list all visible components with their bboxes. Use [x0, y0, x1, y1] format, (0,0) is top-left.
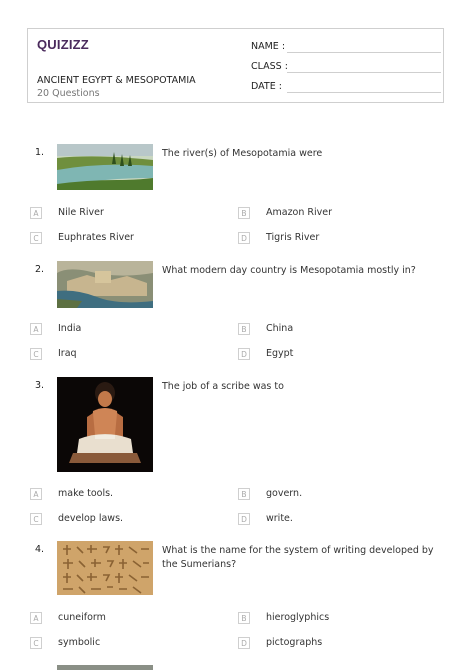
class-line — [287, 72, 441, 73]
option-letter-box: B — [238, 207, 250, 219]
question-number: 3. — [35, 380, 45, 391]
option-text: hieroglyphics — [266, 612, 330, 623]
option-text: develop laws. — [58, 513, 124, 524]
option-text: Nile River — [58, 207, 104, 218]
option-text: symbolic — [58, 637, 101, 648]
option-letter-box: A — [30, 612, 42, 624]
option-letter-box: A — [30, 323, 42, 335]
seated-scribe-statue — [57, 377, 153, 472]
option-text: Egypt — [266, 348, 294, 359]
question-text: The river(s) of Mesopotamia were — [162, 148, 323, 159]
option-letter-box: A — [30, 207, 42, 219]
option-letter-box: A — [30, 488, 42, 500]
option-letter-box: C — [30, 513, 42, 525]
question-count: 20 Questions — [37, 88, 100, 99]
option-letter-box: C — [30, 637, 42, 649]
option-letter-box: D — [238, 513, 250, 525]
next-question-image-fragment — [57, 665, 153, 670]
date-line — [287, 92, 441, 93]
option-letter-box: B — [238, 323, 250, 335]
class-field[interactable] — [251, 61, 288, 72]
option-text: China — [266, 323, 294, 334]
cuneiform-tablet — [57, 541, 153, 595]
question-number: 4. — [35, 544, 45, 555]
option-letter-box: D — [238, 637, 250, 649]
option-letter-box: C — [30, 232, 42, 244]
question-number: 2. — [35, 264, 45, 275]
river-photo — [57, 144, 153, 190]
option-text: Tigris River — [266, 232, 320, 243]
option-letter-box: C — [30, 348, 42, 360]
option-text: write. — [266, 513, 293, 524]
question-text: What is the name for the system of writing developed by the Sumerians? — [162, 545, 434, 570]
option-text: govern. — [266, 488, 303, 499]
option-letter-box: D — [238, 348, 250, 360]
option-text: India — [58, 323, 82, 334]
option-text: Iraq — [58, 348, 77, 359]
question-number: 1. — [35, 147, 45, 158]
name-field[interactable] — [251, 41, 285, 52]
option-text: Amazon River — [266, 207, 333, 218]
option-text: Euphrates River — [58, 232, 134, 243]
quizizz-logo: QUIZIZZ — [37, 37, 89, 52]
class-label: CLASS : — [251, 61, 288, 72]
question-text: What modern day country is Mesopotamia mostly in? — [162, 265, 416, 276]
option-letter-box: D — [238, 232, 250, 244]
date-field[interactable] — [251, 81, 282, 92]
name-line — [287, 52, 441, 53]
ancient-city-illustration — [57, 261, 153, 308]
worksheet-header — [27, 28, 444, 103]
worksheet-title: ANCIENT EGYPT & MESOPOTAMIA — [37, 75, 196, 86]
option-text: pictographs — [266, 637, 323, 648]
question-text: The job of a scribe was to — [162, 381, 284, 392]
option-text: cuneiform — [58, 612, 106, 623]
date-label: DATE : — [251, 81, 282, 92]
name-label: NAME : — [251, 41, 286, 52]
option-text: make tools. — [58, 488, 114, 499]
option-letter-box: B — [238, 488, 250, 500]
option-letter-box: B — [238, 612, 250, 624]
